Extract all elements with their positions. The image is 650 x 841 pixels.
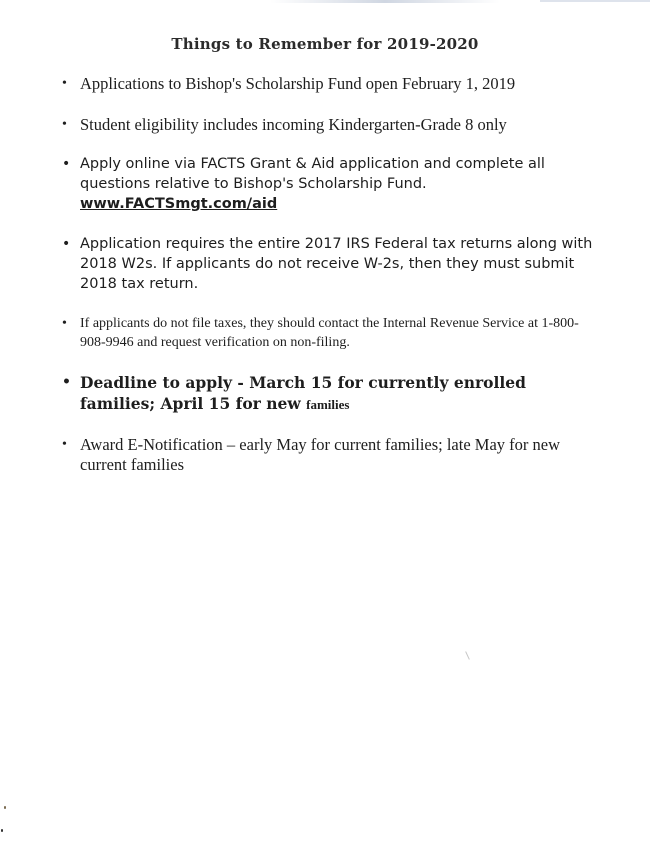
list-item-text: Application requires the entire 2017 IRS Federal tax returns along with 2018 W2s. If applicants do not receive W-2s, then they must submit 2018 tax return. [80,236,593,292]
bullet-icon: • [62,156,71,172]
list-item-tail: families [306,397,350,412]
list-item [62,435,602,475]
page-title: Things to Remember for 2019-2020 [171,35,479,53]
list-item [62,234,602,294]
facts-link[interactable]: www.FACTSmgt.com/aid [80,196,278,212]
list-item [62,154,602,214]
list-item [62,74,602,94]
list-item [62,314,602,352]
bullet-icon: • [62,437,67,452]
list-item [62,115,602,135]
bullet-icon: • [62,236,71,252]
list-item-text: Apply online via FACTS Grant & Aid application and complete all questions relative to Bishop's Scholarship Fund. [80,156,545,192]
list-item-text: If applicants do not file taxes, they should contact the Internal Revenue Service at 1-800-908-9946 and request verification on non-filing. [80,316,579,350]
list-item-text: Applications to Bishop's Scholarship Fund open February 1, 2019 [80,74,516,93]
list-item [62,372,602,415]
reminder-list [62,74,602,475]
bullet-icon: • [62,76,67,91]
list-item-text: Student eligibility includes incoming Kindergarten-Grade 8 only [80,115,507,134]
bullet-icon: • [62,316,67,331]
bullet-icon: • [62,374,71,390]
list-item-text: Award E-Notification – early May for current families; late May for new current families [80,435,561,474]
list-item-text: Deadline to apply - March 15 for currently enrolled families; April 15 for new [80,373,526,413]
bullet-icon: • [62,117,67,132]
